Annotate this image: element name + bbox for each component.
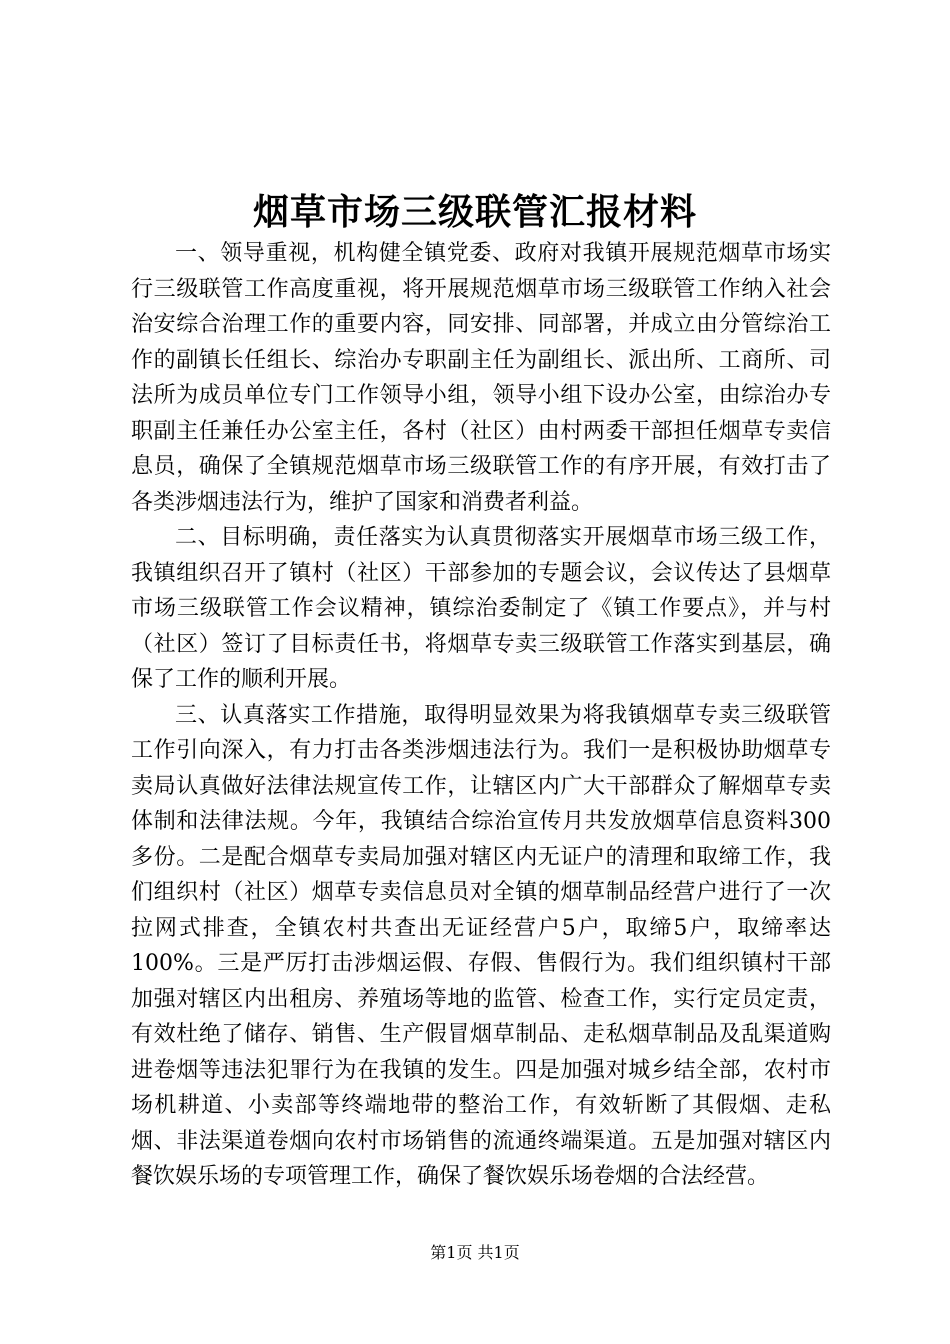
document-title: 烟草市场三级联管汇报材料: [252, 191, 697, 233]
paragraph-3: 三、认真落实工作措施，取得明显效果为将我镇烟草专卖三级联管工作引向深入，有力打击各类涉烟违法行为。我们一是积极协助烟草专卖局认真做好法律法规宣传工作，让辖区内广大干部群众了解烟草专卖体制和法律法规。今年，我镇结合综治宣传月共发放烟草信息资料300多份。二是配合烟草专卖局加强对辖区内无证户的清理和取缔工作，我们组织村（社区）烟草专卖信息员对全镇的烟草制品经营户进行了一次拉网式排查，全镇农村共查出无证经营户5户，取缔5户，取缔率达100%。三是严厉打击涉烟运假、存假、售假行为。我们组织镇村干部加强对辖区内出租房、养殖场等地的监管、检查工作，实行定员定责，有效杜绝了储存、销售、生产假冒烟草制品、走私烟草制品及乱渠道购进卷烟等违法犯罪行为在我镇的发生。四是加强对城乡结全部，农村市场机耕道、小卖部等终端地带的整治工作，有效斩断了其假烟、走私烟、非法渠道卷烟向农村市场销售的流通终端渠道。五是加强对辖区内餐饮娱乐场的专项管理工作，确保了餐饮娱乐场卷烟的合法经营。: [131, 702, 831, 1189]
paragraph-1: 一、领导重视，机构健全镇党委、政府对我镇开展规范烟草市场实行三级联管工作高度重视，将开展规范烟草市场三级联管工作纳入社会治安综合治理工作的重要内容，同安排、同部署，并成立由分管综治工作的副镇长任组长、综治办专职副主任为副组长、派出所、工商所、司法所为成员单位专门工作领导小组，领导小组下设办公室，由综治办专职副主任兼任办公室主任，各村（社区）由村两委干部担任烟草专卖信息员，确保了全镇规范烟草市场三级联管工作的有序开展，有效打击了各类涉烟违法行为，维护了国家和消费者利益。: [131, 241, 831, 515]
document-body: [131, 236, 831, 1195]
paragraph-2: 二、目标明确，责任落实为认真贯彻落实开展烟草市场三级工作，我镇组织召开了镇村（社区）干部参加的专题会议，会议传达了县烟草市场三级联管工作会议精神，镇综治委制定了《镇工作要点》，并与村（社区）签订了目标责任书，将烟草专卖三级联管工作落实到基层，确保了工作的顺利开展。: [131, 525, 831, 692]
page-footer: 第1页 共1页: [430, 1243, 520, 1262]
